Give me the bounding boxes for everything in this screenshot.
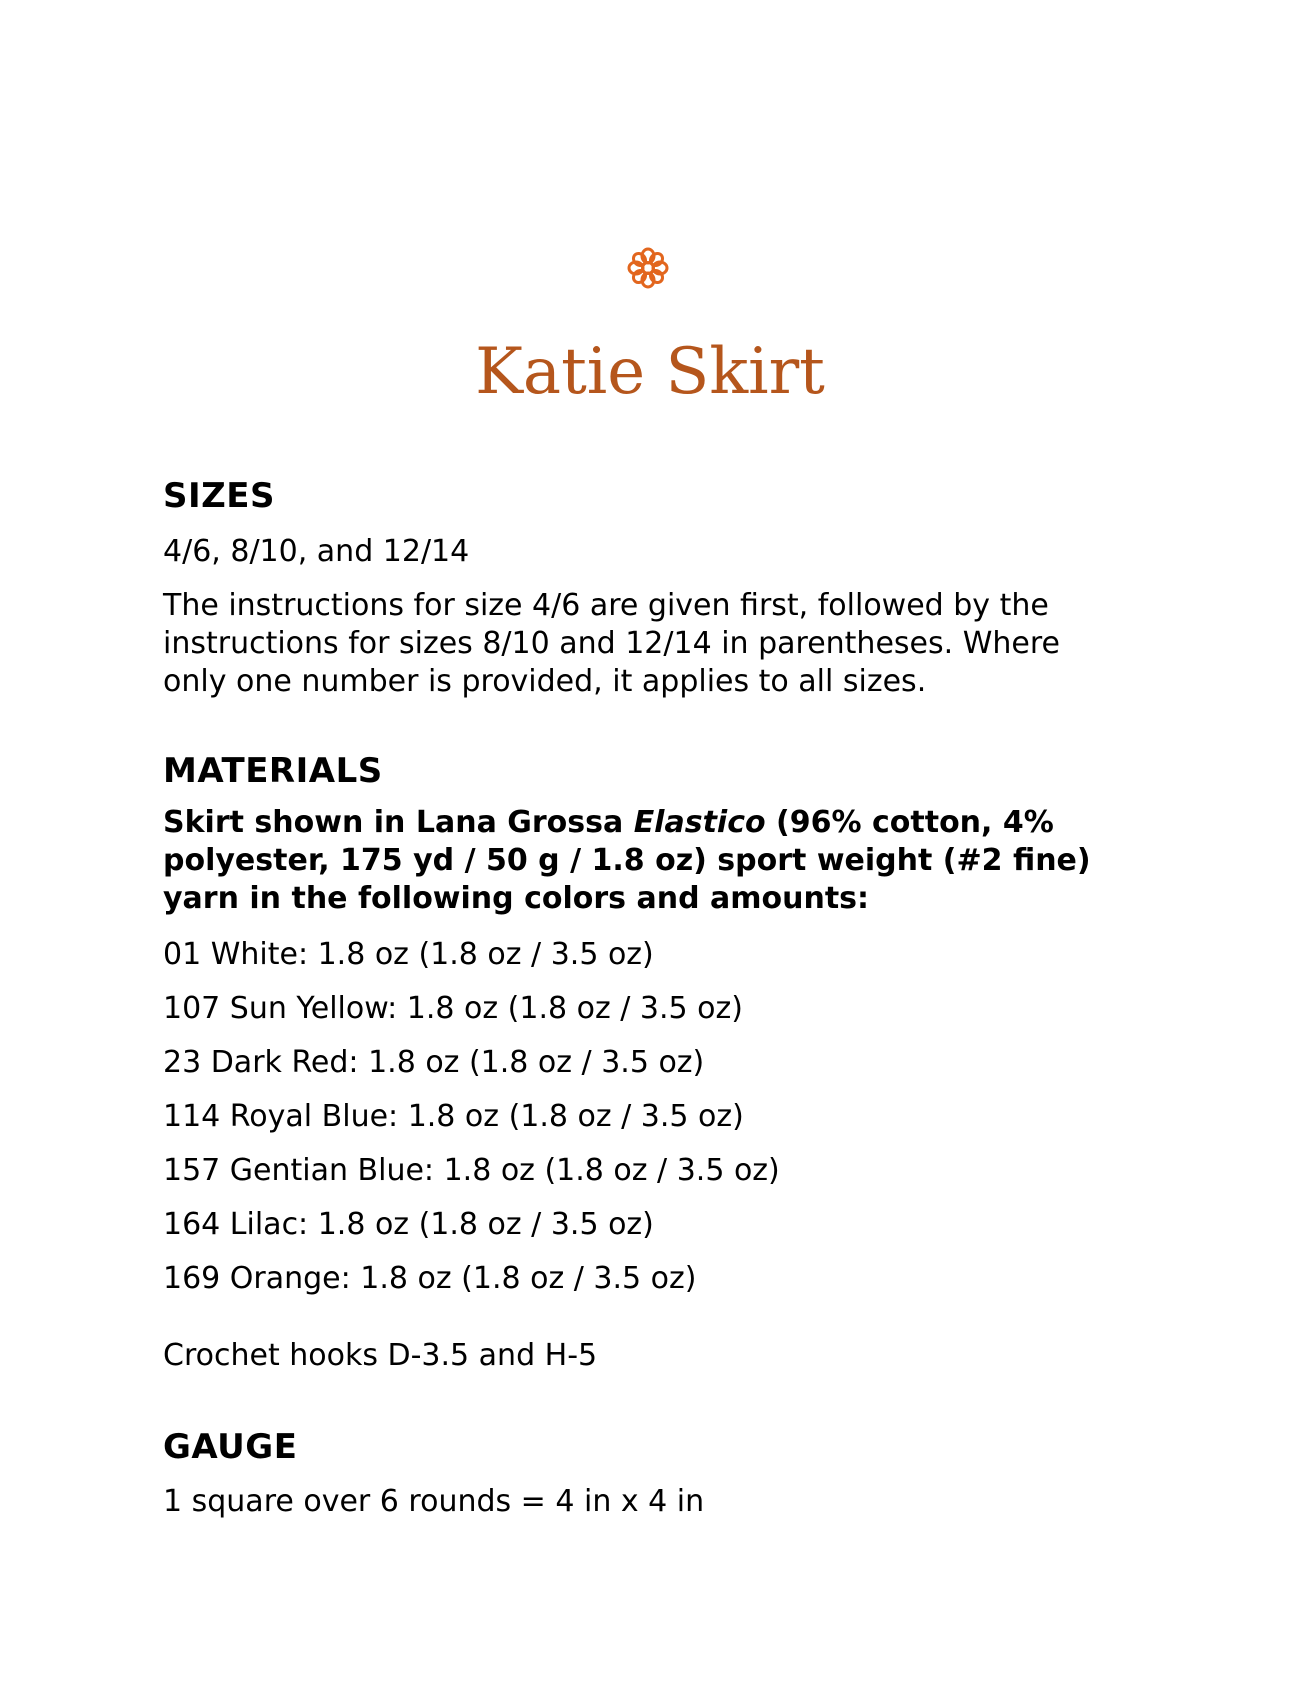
yarn-name: Elastico (633, 805, 766, 840)
sizes-note: The instructions for size 4/6 are given first, followed by the instructions for sizes 8/10 and 12/14 in parentheses. Where only one number is provided, it applies to all sizes. (163, 588, 1060, 699)
gauge-heading: GAUGE (163, 1427, 298, 1467)
color-line: 157 Gentian Blue: 1.8 oz (1.8 oz / 3.5 oz) (163, 1153, 780, 1188)
gauge-value: 1 square over 6 rounds = 4 in x 4 in (163, 1484, 705, 1519)
color-line: 164 Lilac: 1.8 oz (1.8 oz / 3.5 oz) (163, 1207, 654, 1242)
materials-heading: MATERIALS (163, 751, 383, 791)
color-line: 23 Dark Red: 1.8 oz (1.8 oz / 3.5 oz) (163, 1045, 705, 1080)
sizes-heading: SIZES (163, 476, 276, 516)
color-line: 107 Sun Yellow: 1.8 oz (1.8 oz / 3.5 oz) (163, 991, 743, 1026)
materials-yarn-intro (163, 804, 1123, 918)
flower-icon (626, 246, 670, 290)
page-title: Katie Skirt (475, 335, 825, 409)
color-line: 114 Royal Blue: 1.8 oz (1.8 oz / 3.5 oz) (163, 1099, 744, 1134)
sizes-values: 4/6, 8/10, and 12/14 (163, 534, 470, 569)
yarn-intro-after: (96% cotton, 4% polyester, 175 yd / 50 g / 1.8 oz) sport weight (#2 fine) yarn in the following colors and amounts: (163, 805, 1091, 916)
yarn-intro-before: Skirt shown in Lana Grossa (163, 805, 634, 840)
color-line: 01 White: 1.8 oz (1.8 oz / 3.5 oz) (163, 937, 654, 972)
crochet-hooks: Crochet hooks D-3.5 and H-5 (163, 1338, 598, 1373)
color-line: 169 Orange: 1.8 oz (1.8 oz / 3.5 oz) (163, 1261, 697, 1296)
